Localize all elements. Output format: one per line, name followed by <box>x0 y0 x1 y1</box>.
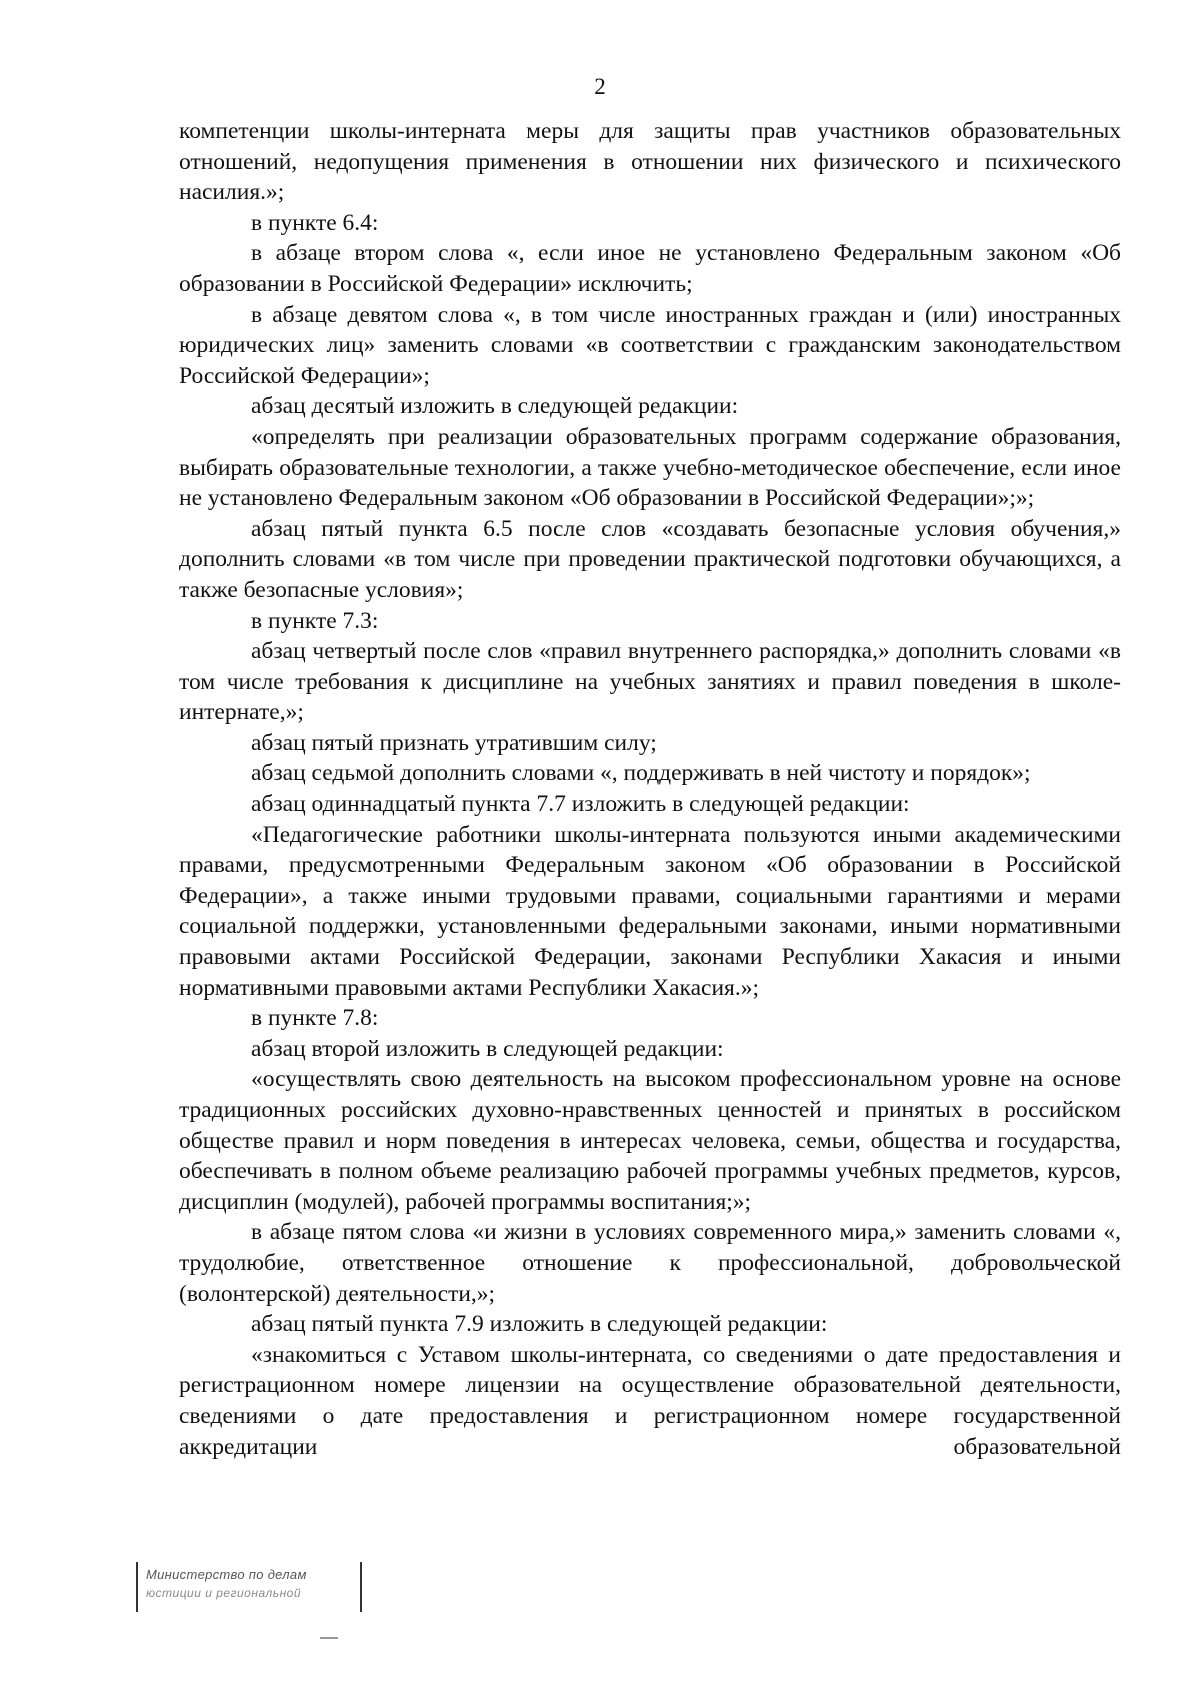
page-number: 2 <box>594 74 606 99</box>
paragraph: абзац пятый пункта 6.5 после слов «создавать безопасные условия обучения,» дополнить словами «в том числе при проведении практической подготовки обучающихся, а также безопасные условия»; <box>179 515 1121 603</box>
paragraph: «осуществлять свою деятельность на высоком профессиональном уровне на основе традиционных российских духовно-нравственных ценностей и принятых в российском обществе правил и норм поведения в интересах человека, семьи, общества и государства, обеспечивать в полном объеме реализацию рабочей программы учебных предметов, курсов, дисциплин (модулей), рабочей программы воспитания;»; <box>179 1066 1121 1215</box>
paragraph: абзац седьмой дополнить словами «, поддерживать в ней чистоту и порядок»; <box>251 760 1031 787</box>
paragraph: в абзаце пятом слова «и жизни в условиях современного мира,» заменить словами «, трудолюбие, ответственное отношение к профессиональной, добровольческой (волонтерской) деятельности,»; <box>179 1219 1121 1307</box>
paragraph: абзац пятый пункта 7.9 изложить в следующей редакции: <box>251 1311 828 1338</box>
paragraph: абзац четвертый после слов «правил внутреннего распорядка,» дополнить словами «в том числе требования к дисциплине на учебных занятиях и правил поведения в школе-интернате,»; <box>179 638 1121 726</box>
paragraph: компетенции школы-интерната меры для защиты прав участников образовательных отношений, недопущения применения в отношении них физического и психического насилия.»; <box>179 118 1121 206</box>
paragraph: абзац десятый изложить в следующей редакции: <box>251 393 739 420</box>
paragraph: «Педагогические работники школы-интерната пользуются иными академическими правами, предусмотренными Федеральным законом «Об образовании в Российской Федерации», а также иными трудовыми правами, социальными гарантиями и мерами социальной поддержки, установленными федеральными законами, иными нормативными правовыми актами Российской Федерации, законами Республики Хакасия и иными нормативными правовыми актами Республики Хакасия.»; <box>179 821 1121 1001</box>
paragraph: абзац второй изложить в следующей редакции: <box>251 1035 724 1062</box>
stamp-line: юстиции и региональной <box>146 1586 302 1600</box>
paragraph: абзац пятый признать утратившим силу; <box>251 729 657 756</box>
paragraph: в пункте 6.4: <box>251 209 379 236</box>
paragraph: в пункте 7.3: <box>251 607 379 634</box>
document-body <box>179 116 1121 1462</box>
paragraph: абзац одиннадцатый пункта 7.7 изложить в следующей редакции: <box>251 791 910 818</box>
stamp-line: Министерство по делам <box>146 1567 307 1582</box>
paragraph: «определять при реализации образовательных программ содержание образования, выбирать образовательные технологии, а также учебно-методическое обеспечение, если иное не установлено Федеральным законом «Об образовании в Российской Федерации»;»; <box>179 423 1121 512</box>
ministry-stamp <box>136 1562 362 1612</box>
paragraph: в пункте 7.8: <box>251 1005 379 1032</box>
paragraph: в абзаце втором слова «, если иное не установлено Федеральным законом «Об образовании в Российской Федерации» исключить; <box>179 240 1121 297</box>
paragraph: в абзаце девятом слова «, в том числе иностранных граждан и (или) иностранных юридических лиц» заменить словами «в соответствии с гражданским законодательством Российской Федерации»; <box>179 301 1121 389</box>
stamp-mark <box>320 1637 338 1639</box>
paragraph: «знакомиться с Уставом школы-интерната, со сведениями о дате предоставления и регистрационном номере лицензии на осуществление образовательной деятельности, сведениями о дате предоставления и регистрационном номере государственной аккредитации образовательной <box>179 1341 1121 1460</box>
